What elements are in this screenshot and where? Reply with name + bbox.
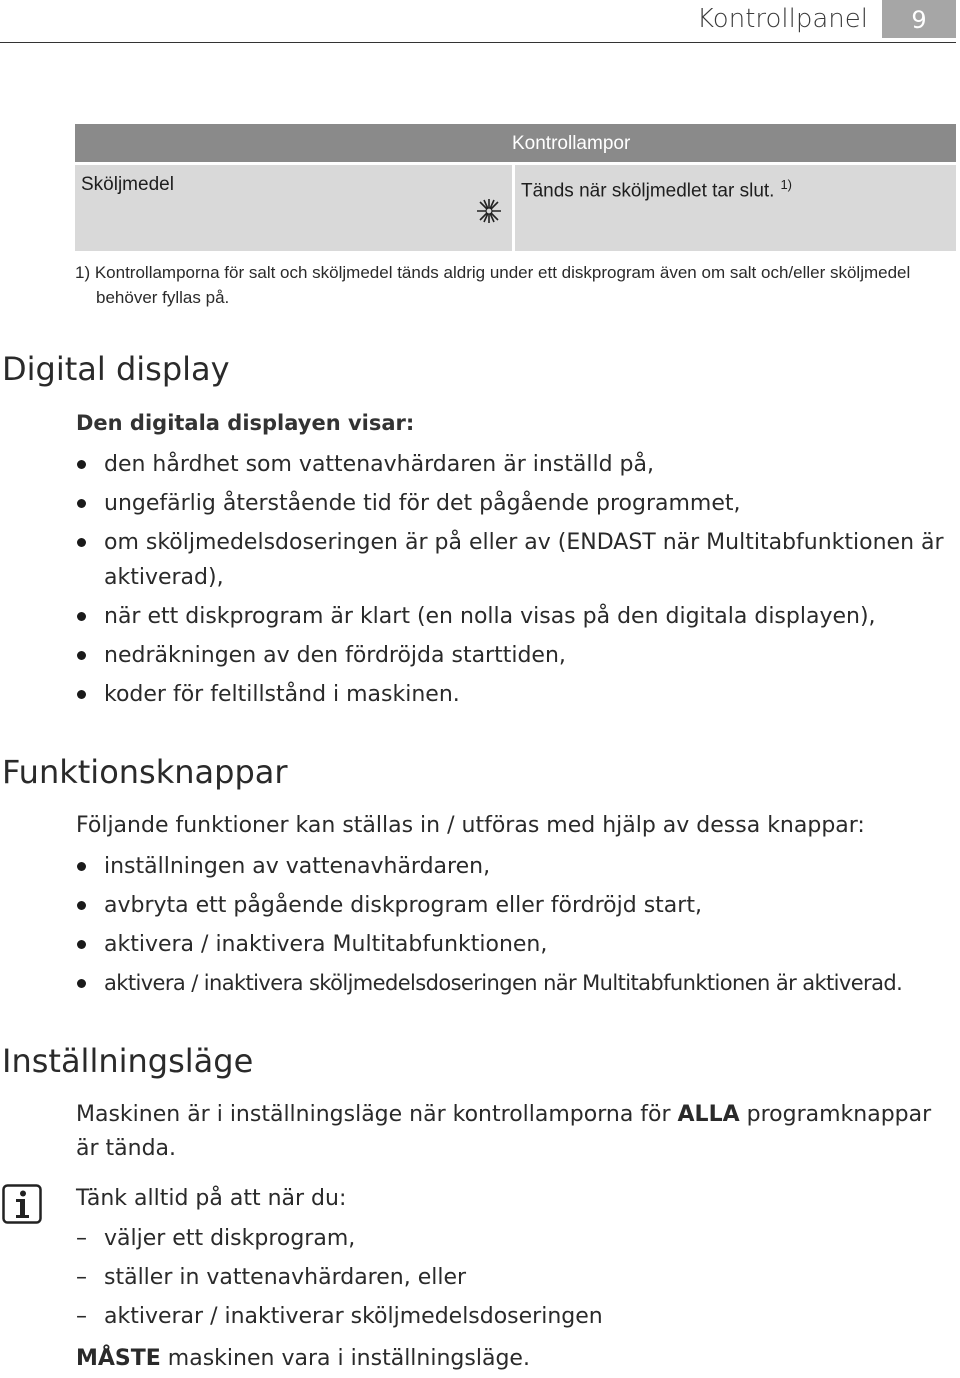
digital-display-list (76, 447, 958, 716)
table-cell-label (75, 165, 512, 251)
function-buttons-list (76, 849, 958, 1005)
settings-mode-heading: Inställningsläge (2, 1042, 254, 1080)
list-item: – väljer ett diskprogram, (76, 1221, 958, 1256)
digital-display-lead: Den digitala displayen visar: (76, 411, 415, 435)
table-header (75, 124, 956, 162)
emphasis-all: ALLA (677, 1102, 740, 1127)
rinse-aid-description: Tänds när sköljmedlet tar slut. (521, 180, 775, 202)
header-divider (0, 42, 956, 43)
rinse-aid-icon (476, 198, 502, 224)
note-list (76, 1221, 958, 1338)
list-item: inställningen av vattenavhärdaren, (76, 849, 958, 884)
rinse-aid-label: Sköljmedel (81, 174, 174, 195)
function-buttons-lead: Följande funktioner kan ställas in / utföras med hjälp av dessa knappar: (76, 813, 865, 838)
page-header-title: Kontrollpanel (697, 4, 868, 34)
emphasis-must: MÅSTE (76, 1346, 161, 1371)
list-item: koder för feltillstånd i maskinen. (76, 677, 958, 712)
list-item: nedräkningen av den fördröjda starttiden, (76, 638, 958, 673)
table-footnote (75, 260, 960, 310)
info-icon (2, 1184, 42, 1224)
footnote-line-2: behöver fyllas på. (96, 288, 230, 307)
table-cell-description (515, 165, 956, 251)
list-item: aktivera / inaktivera Multitabfunktionen, (76, 927, 958, 962)
digital-display-heading: Digital display (2, 350, 230, 388)
footnote-ref: 1) (780, 177, 793, 192)
settings-mode-paragraph: Maskinen är i inställningsläge när kontrollamporna för ALLA programknappar är tända. (76, 1102, 932, 1161)
list-item: den hårdhet som vattenavhärdaren är inställd på, (76, 447, 958, 482)
table-header-label: Kontrollampor (512, 133, 631, 154)
list-item: om sköljmedelsdoseringen är på eller av (ENDAST när Multitabfunktionen är aktiverad), (76, 525, 958, 595)
list-item: – ställer in vattenavhärdaren, eller (76, 1260, 958, 1295)
list-item: aktivera / inaktivera sköljmedelsdoseringen när Multitabfunktionen är aktiverad. (76, 966, 958, 1001)
list-item: när ett diskprogram är klart (en nolla visas på den digitala displayen), (76, 599, 958, 634)
footnote-line-1: 1) Kontrollamporna för salt och sköljmedel tänds aldrig under ett diskprogram även om salt och/eller sköljmedel (75, 263, 911, 282)
note-closing: MÅSTE maskinen vara i inställningsläge. (76, 1346, 530, 1371)
function-buttons-heading: Funktionsknappar (2, 753, 288, 791)
note-lead: Tänk alltid på att när du: (76, 1186, 347, 1211)
list-item: avbryta ett pågående diskprogram eller fördröjd start, (76, 888, 958, 923)
page-number: 9 (882, 0, 956, 38)
list-item: – aktiverar / inaktiverar sköljmedelsdoseringen (76, 1299, 958, 1334)
list-item: ungefärlig återstående tid för det pågående programmet, (76, 486, 958, 521)
